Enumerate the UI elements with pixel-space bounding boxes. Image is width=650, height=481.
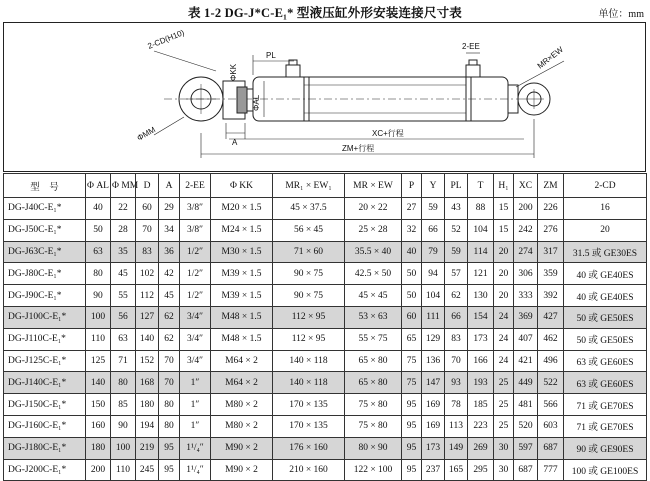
dim-label-zm: ZM+行程	[342, 144, 375, 153]
table-cell: M80 × 2	[211, 415, 273, 437]
table-row	[4, 219, 647, 241]
table-cell: 1/2″	[180, 285, 211, 307]
table-cell: 136	[422, 350, 445, 372]
table-cell: 15	[494, 219, 514, 241]
column-header: H₁	[494, 174, 514, 198]
table-cell: 83	[445, 328, 468, 350]
model-cell: DG-J100C-E₁*	[4, 306, 86, 328]
table-cell: 100	[111, 437, 136, 459]
table-cell: 36	[159, 241, 180, 263]
table-cell: 50 或 GE50ES	[564, 306, 647, 328]
table-cell: 269	[468, 437, 494, 459]
table-cell: 66	[422, 219, 445, 241]
model-cell: DG-J63C-E₁*	[4, 241, 86, 263]
table-cell: 226	[538, 198, 564, 220]
table-cell: 80	[159, 415, 180, 437]
dim-label-mr: MR×EW	[535, 45, 565, 71]
table-cell: 160	[86, 415, 111, 437]
table-row	[4, 198, 647, 220]
table-cell: 20	[494, 263, 514, 285]
column-header: 2-EE	[180, 174, 211, 198]
table-cell: 520	[514, 415, 538, 437]
table-cell: 95	[159, 437, 180, 459]
table-cell: 45	[159, 285, 180, 307]
table-cell: 40 或 GE40ES	[564, 263, 647, 285]
table-cell: 140	[86, 372, 111, 394]
column-header: D	[136, 174, 159, 198]
table-cell: 62	[445, 285, 468, 307]
table-cell: M90 × 2	[211, 459, 273, 481]
table-cell: 22	[111, 198, 136, 220]
table-cell: 78	[445, 394, 468, 416]
table-cell: 75	[402, 350, 422, 372]
table-cell: 333	[514, 285, 538, 307]
column-header: 型 号	[4, 174, 86, 198]
table-cell: 50 或 GE50ES	[564, 328, 647, 350]
cylinder-outline-svg	[4, 23, 645, 171]
table-cell: 20	[564, 219, 647, 241]
table-cell: 24	[494, 328, 514, 350]
table-cell: 112 × 95	[273, 328, 345, 350]
table-cell: 359	[538, 263, 564, 285]
table-row	[4, 306, 647, 328]
table-cell: 130	[468, 285, 494, 307]
table-cell: 185	[468, 394, 494, 416]
table-cell: 112 × 95	[273, 306, 345, 328]
table-cell: M64 × 2	[211, 372, 273, 394]
column-header: MR × EW	[345, 174, 402, 198]
model-cell: DG-J80C-E₁*	[4, 263, 86, 285]
table-cell: 102	[136, 263, 159, 285]
table-cell: 603	[538, 415, 564, 437]
table-cell: 90 或 GE90ES	[564, 437, 647, 459]
unit-label: 单位：mm	[598, 9, 644, 20]
table-cell: 30	[494, 437, 514, 459]
table-cell: 407	[514, 328, 538, 350]
table-cell: 3/8″	[180, 198, 211, 220]
table-cell: 173	[468, 328, 494, 350]
dimension-table	[3, 173, 647, 481]
table-cell: 566	[538, 394, 564, 416]
table-cell: 180	[136, 394, 159, 416]
table-cell: 245	[136, 459, 159, 481]
table-row	[4, 285, 647, 307]
table-cell: 276	[538, 219, 564, 241]
table-cell: 59	[422, 198, 445, 220]
table-cell: 55 × 75	[345, 328, 402, 350]
table-cell: 70	[136, 219, 159, 241]
table-cell: 45 × 37.5	[273, 198, 345, 220]
model-cell: DG-J125C-E₁*	[4, 350, 86, 372]
table-cell: 80	[111, 372, 136, 394]
table-cell: 392	[538, 285, 564, 307]
table-cell: 317	[538, 241, 564, 263]
table-cell: 71 × 60	[273, 241, 345, 263]
column-header: XC	[514, 174, 538, 198]
table-cell: 75	[402, 372, 422, 394]
table-cell: 56	[111, 306, 136, 328]
column-header: ZM	[538, 174, 564, 198]
table-cell: 687	[514, 459, 538, 481]
table-cell: 210 × 160	[273, 459, 345, 481]
table-cell: 110	[111, 459, 136, 481]
table-cell: 56 × 45	[273, 219, 345, 241]
table-cell: 481	[514, 394, 538, 416]
table-cell: 15	[494, 198, 514, 220]
rod-end-eye	[508, 83, 550, 115]
table-cell: 140 × 118	[273, 372, 345, 394]
table-cell: 166	[468, 350, 494, 372]
table-cell: 242	[514, 219, 538, 241]
table-cell: 3/4″	[180, 350, 211, 372]
model-cell: DG-J160C-E₁*	[4, 415, 86, 437]
dim-label-al: ΦAL	[252, 94, 261, 111]
table-cell: 122 × 100	[345, 459, 402, 481]
table-cell: 52	[445, 219, 468, 241]
dim-label-mm: ΦMM	[135, 125, 158, 143]
table-cell: 168	[136, 372, 159, 394]
model-cell: DG-J200C-E₁*	[4, 459, 86, 481]
dim-label-kk: ΦKK	[229, 63, 238, 81]
table-cell: M24 × 1.5	[211, 219, 273, 241]
table-cell: 1/2″	[180, 241, 211, 263]
column-header: 2-CD	[564, 174, 647, 198]
table-cell: 75 × 80	[345, 394, 402, 416]
table-row	[4, 459, 647, 481]
table-cell: 63 或 GE60ES	[564, 372, 647, 394]
table-cell: 20	[494, 241, 514, 263]
table-cell: 3/4″	[180, 328, 211, 350]
table-cell: 25	[494, 415, 514, 437]
model-cell: DG-J90C-E₁*	[4, 285, 86, 307]
table-header-row	[4, 174, 647, 198]
table-cell: 65 × 80	[345, 350, 402, 372]
table-cell: 306	[514, 263, 538, 285]
table-cell: 71 或 GE70ES	[564, 415, 647, 437]
table-cell: 237	[422, 459, 445, 481]
table-row	[4, 350, 647, 372]
table-cell: 170 × 135	[273, 415, 345, 437]
table-cell: 60	[402, 306, 422, 328]
table-row	[4, 372, 647, 394]
dim-label-cd: 2-CD(H10)	[146, 28, 186, 51]
table-cell: 110	[86, 328, 111, 350]
table-cell: 1″	[180, 394, 211, 416]
table-cell: 176 × 160	[273, 437, 345, 459]
table-cell: 80	[86, 263, 111, 285]
table-cell: 85	[111, 394, 136, 416]
table-cell: 169	[422, 415, 445, 437]
table-cell: 777	[538, 459, 564, 481]
table-cell: 20	[494, 285, 514, 307]
table-cell: 71	[111, 350, 136, 372]
table-cell: 112	[136, 285, 159, 307]
table-cell: 55	[111, 285, 136, 307]
table-cell: 165	[445, 459, 468, 481]
table-cell: 70	[159, 372, 180, 394]
table-cell: 50	[86, 219, 111, 241]
table-cell: 79	[422, 241, 445, 263]
dimension-lines	[154, 51, 564, 158]
table-cell: 50	[402, 263, 422, 285]
table-cell: M90 × 2	[211, 437, 273, 459]
table-cell: 53 × 63	[345, 306, 402, 328]
column-header: A	[159, 174, 180, 198]
table-cell: 25 × 28	[345, 219, 402, 241]
cylinder-drawing	[3, 22, 646, 172]
table-cell: 25	[494, 394, 514, 416]
table-cell: 180	[86, 437, 111, 459]
table-cell: 90 × 75	[273, 263, 345, 285]
table-cell: 42	[159, 263, 180, 285]
table-cell: 63	[86, 241, 111, 263]
table-cell: 219	[136, 437, 159, 459]
table-cell: 200	[514, 198, 538, 220]
table-cell: 200	[86, 459, 111, 481]
model-cell: DG-J40C-E₁*	[4, 198, 86, 220]
table-cell: 121	[468, 263, 494, 285]
table-cell: 88	[468, 198, 494, 220]
table-cell: 34	[159, 219, 180, 241]
table-cell: 95	[402, 394, 422, 416]
table-cell: 1″	[180, 372, 211, 394]
table-cell: 95	[159, 459, 180, 481]
table-cell: 140	[136, 328, 159, 350]
table-cell: 62	[159, 306, 180, 328]
table-cell: M39 × 1.5	[211, 263, 273, 285]
table-cell: 173	[422, 437, 445, 459]
column-header: Φ MM	[111, 174, 136, 198]
table-cell: 70	[159, 350, 180, 372]
table-cell: 62	[159, 328, 180, 350]
model-cell: DG-J140C-E₁*	[4, 372, 86, 394]
table-cell: 71 或 GE70ES	[564, 394, 647, 416]
table-cell: M80 × 2	[211, 394, 273, 416]
table-cell: 1″	[180, 415, 211, 437]
table-cell: 193	[468, 372, 494, 394]
cylinder-body	[253, 60, 508, 121]
table-cell: 65	[402, 328, 422, 350]
table-cell: 40	[86, 198, 111, 220]
table-cell: 100 或 GE100ES	[564, 459, 647, 481]
column-header: P	[402, 174, 422, 198]
table-cell: 150	[86, 394, 111, 416]
table-cell: 30	[494, 459, 514, 481]
table-cell: 35.5 × 40	[345, 241, 402, 263]
table-cell: 194	[136, 415, 159, 437]
document-title: 表 1-2 DG-J*C-E₁* 型液压缸外形安装连接尺寸表	[188, 6, 462, 20]
table-cell: 449	[514, 372, 538, 394]
table-cell: 75 × 80	[345, 415, 402, 437]
table-cell: 65 × 80	[345, 372, 402, 394]
table-row	[4, 241, 647, 263]
table-cell: 63	[111, 328, 136, 350]
table-cell: 687	[538, 437, 564, 459]
table-cell: 42.5 × 50	[345, 263, 402, 285]
model-cell: DG-J150C-E₁*	[4, 394, 86, 416]
table-cell: 3/8″	[180, 219, 211, 241]
model-cell: DG-J180C-E₁*	[4, 437, 86, 459]
table-cell: 40	[402, 241, 422, 263]
table-cell: 114	[468, 241, 494, 263]
table-cell: 369	[514, 306, 538, 328]
table-cell: M20 × 1.5	[211, 198, 273, 220]
table-cell: 1/2″	[180, 263, 211, 285]
table-cell: 152	[136, 350, 159, 372]
table-cell: 295	[468, 459, 494, 481]
column-header: Y	[422, 174, 445, 198]
table-row	[4, 415, 647, 437]
table-cell: 93	[445, 372, 468, 394]
table-cell: 60	[136, 198, 159, 220]
table-cell: 29	[159, 198, 180, 220]
table-cell: 496	[538, 350, 564, 372]
table-cell: 25	[494, 372, 514, 394]
table-cell: 90	[111, 415, 136, 437]
model-cell: DG-J110C-E₁*	[4, 328, 86, 350]
table-cell: 24	[494, 306, 514, 328]
column-header: Φ AL	[86, 174, 111, 198]
column-header: MR₁ × EW₁	[273, 174, 345, 198]
table-cell: 597	[514, 437, 538, 459]
table-cell: 170 × 135	[273, 394, 345, 416]
table-cell: 125	[86, 350, 111, 372]
table-cell: 45 × 45	[345, 285, 402, 307]
table-cell: 20 × 22	[345, 198, 402, 220]
table-cell: 94	[422, 263, 445, 285]
table-cell: 1¹/₄″	[180, 437, 211, 459]
column-header: T	[468, 174, 494, 198]
dim-label-a: A	[232, 138, 238, 147]
table-row	[4, 263, 647, 285]
table-cell: 95	[402, 459, 422, 481]
table-cell: 27	[402, 198, 422, 220]
table-cell: 80 × 90	[345, 437, 402, 459]
table-cell: 70	[445, 350, 468, 372]
table-cell: 66	[445, 306, 468, 328]
table-cell: 113	[445, 415, 468, 437]
table-cell: 43	[445, 198, 468, 220]
table-cell: 427	[538, 306, 564, 328]
table-cell: 522	[538, 372, 564, 394]
table-cell: 140 × 118	[273, 350, 345, 372]
column-header: PL	[445, 174, 468, 198]
table-cell: 63 或 GE60ES	[564, 350, 647, 372]
dim-label-ee: 2-EE	[462, 42, 480, 51]
table-cell: 127	[136, 306, 159, 328]
table-cell: 57	[445, 263, 468, 285]
table-cell: M64 × 2	[211, 350, 273, 372]
table-cell: 154	[468, 306, 494, 328]
table-row	[4, 328, 647, 350]
table-cell: 421	[514, 350, 538, 372]
table-cell: 80	[159, 394, 180, 416]
table-cell: 223	[468, 415, 494, 437]
table-row	[4, 394, 647, 416]
column-header: Φ KK	[211, 174, 273, 198]
table-cell: 104	[422, 285, 445, 307]
table-cell: 104	[468, 219, 494, 241]
table-cell: 59	[445, 241, 468, 263]
table-cell: 129	[422, 328, 445, 350]
table-cell: 90 × 75	[273, 285, 345, 307]
table-cell: 16	[564, 198, 647, 220]
dim-label-xc: XC+行程	[372, 129, 404, 138]
table-cell: 147	[422, 372, 445, 394]
table-cell: 83	[136, 241, 159, 263]
table-cell: 100	[86, 306, 111, 328]
table-row	[4, 437, 647, 459]
model-cell: DG-J50C-E₁*	[4, 219, 86, 241]
table-cell: 45	[111, 263, 136, 285]
table-cell: M48 × 1.5	[211, 328, 273, 350]
table-cell: 149	[445, 437, 468, 459]
table-cell: 3/4″	[180, 306, 211, 328]
table-cell: 95	[402, 437, 422, 459]
table-cell: 1¹/₄″	[180, 459, 211, 481]
table-cell: 169	[422, 394, 445, 416]
dim-label-pl: PL	[266, 51, 276, 60]
table-cell: M39 × 1.5	[211, 285, 273, 307]
table-cell: 24	[494, 350, 514, 372]
table-cell: M48 × 1.5	[211, 306, 273, 328]
table-cell: 50	[402, 285, 422, 307]
table-cell: 95	[402, 415, 422, 437]
table-cell: 31.5 或 GE30ES	[564, 241, 647, 263]
rear-clevis	[179, 77, 253, 121]
table-cell: 274	[514, 241, 538, 263]
table-cell: 462	[538, 328, 564, 350]
table-cell: 40 或 GE40ES	[564, 285, 647, 307]
table-cell: 111	[422, 306, 445, 328]
table-cell: 90	[86, 285, 111, 307]
table-cell: M30 × 1.5	[211, 241, 273, 263]
table-cell: 35	[111, 241, 136, 263]
table-cell: 28	[111, 219, 136, 241]
table-cell: 32	[402, 219, 422, 241]
